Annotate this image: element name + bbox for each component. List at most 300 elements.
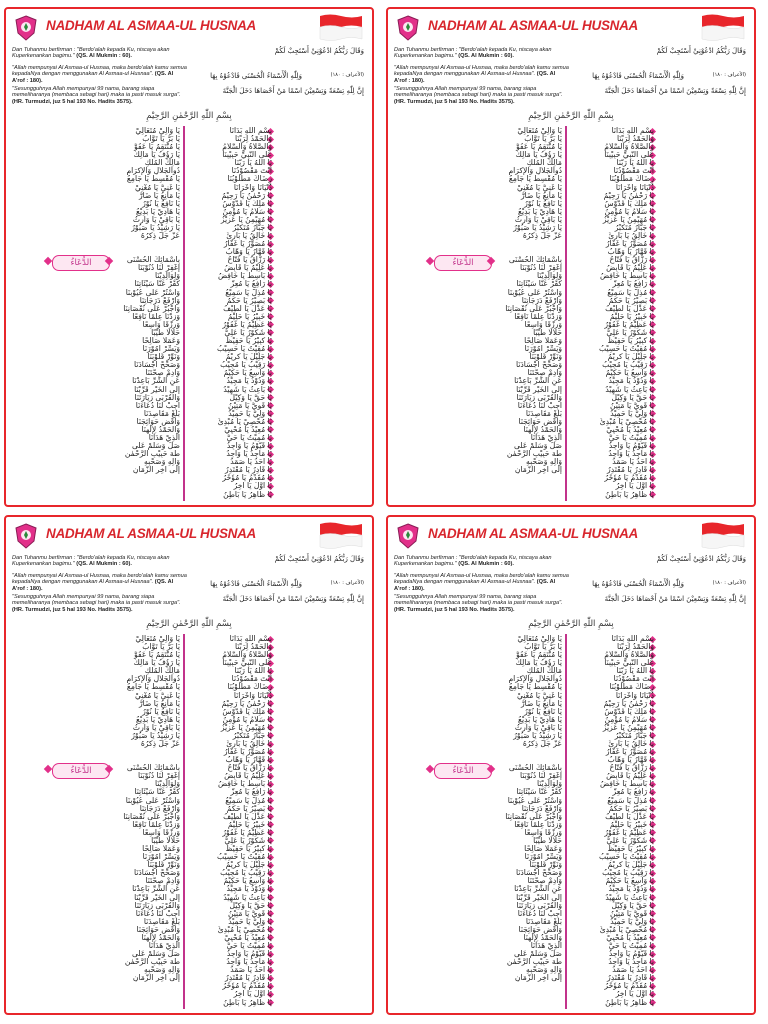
doa-line: عَزَّ جَلَّ ذِكْرُهُ — [522, 232, 562, 241]
asma-line: يَا عَظِيْمُ يَا غَفُوْرُ — [604, 320, 654, 329]
doa-line: وَعَمَلًا صَالِحًا — [524, 845, 562, 854]
asma-line: يَا مُقَدِّمُ يَا مُؤَخِّرُ — [222, 982, 272, 991]
asma-line: يَا قَوِيُّ يَا مَتِيْنُ — [227, 401, 272, 410]
column-divider — [565, 634, 567, 1009]
doa-line: يَا وَالِيْ مُتَعَالِيْ — [135, 127, 180, 135]
asma-line: يَا كَبِيْرُ يَا حَفِيْظُ — [225, 845, 272, 854]
doa-line: مَالِكَ الْمُلْكِ — [144, 159, 180, 168]
doa-line: بَلِّغْ مَقَاصِدَنَا — [525, 409, 562, 418]
doa-line: يَا مُقْسِطُ يَا جَامِعُ — [126, 683, 180, 692]
doa-line: يَا وَالِيْ مُتَعَالِيْ — [135, 635, 180, 643]
asma-line: يَا مُصَوِّرُ يَا غَفَّارُ — [223, 240, 272, 249]
asma-line: يَا مُعِيْدُ يَا مُحْيِيْ — [606, 425, 654, 434]
doa-line: يَا غَنِيُّ يَا مُغْنِيْ — [516, 183, 562, 192]
doa-line: وَاسْتُرْ عَلَى عُيُوْبِنَا — [507, 288, 562, 297]
asma-line: يَا مَاجِدُ يَا وَاحِدُ — [608, 958, 654, 967]
asma-line: يَا رَزَّاقُ يَا فَتَّاحُ — [609, 764, 654, 773]
asma-line: يَا بَصِيْرُ يَا حَكَمُ — [608, 804, 654, 813]
asma-line: يَا بَصِيْرُ يَا حَكَمُ — [226, 296, 272, 305]
asma-line: يَا جَلِيْلُ يَا كَرِيْمُ — [225, 861, 272, 870]
doa-line: وَاجْبُرْ عَلَى نُقْصَانِنَا — [505, 304, 562, 313]
doa-line: يَا مُقْسِطُ يَا جَامِعُ — [508, 175, 562, 184]
asma-line: يَا مُحْصِيْ يَا مُبْدِئُ — [217, 417, 272, 426]
doa-line: الَّذِيْ هَدَانَا — [148, 941, 180, 950]
asma-line: يَا كَبِيْرُ يَا حَفِيْظُ — [607, 337, 654, 346]
asma-line: يَا رَافِعُ يَا مُعِزُّ — [612, 788, 654, 797]
doa-line: عَنِ الشَّرِّ بَاعِدْنَا — [132, 377, 180, 386]
doa-line: أَجِبْ لَنَا دُعَاءَنَا — [517, 401, 562, 410]
column-divider — [565, 126, 567, 501]
asma-line: يَا قَيُّوْمُ يَا وَاجِدُ — [608, 442, 654, 451]
asma-line: يَا عَلِيْمُ يَا قَابِضُ — [224, 772, 272, 781]
doa-line: وَرِزْقًا وَاسِعًا — [142, 828, 180, 837]
asma-line: يَا حَقُّ يَا وَكِيْلُ — [229, 901, 272, 910]
asma-line: يَا رَقِيْبُ يَا مُجِيْبُ — [602, 361, 654, 370]
asma-line: يَا مُقَدِّمُ يَا مُؤَخِّرُ — [604, 982, 654, 991]
asma-line: يَا مُقِيْتُ يَا حَسِيْبُ — [599, 345, 654, 354]
emblem-icon — [396, 15, 420, 41]
asma-line: أَنْتَ مَقْصُوْدُنَا — [613, 167, 654, 176]
asma-line: يَا مُمِيْتُ يَا حَيُّ — [226, 433, 272, 442]
doa-line: وَآلِهِ وَصَحْبِهِ — [144, 966, 180, 975]
asma-line: يَا قَوِيُّ يَا مَتِيْنُ — [609, 909, 654, 918]
quote-3-arabic: إِنَّ لِلّٰهِ تِسْعَةً وَتِسْعِيْنَ اسْمًا مَنْ أَحْصَاهَا دَخَلَ الْجَنَّةَ — [222, 87, 364, 95]
doa-line: يَا مَانِعُ يَا ضَارُّ — [520, 191, 562, 200]
doa-line: وَآلِهِ وَصَحْبِهِ — [526, 458, 562, 467]
asma-line: يَا عَدْلُ يَا لَطِيْفُ — [223, 304, 272, 313]
doa-line: يَا بَرُّ يَا تَوَّابُ — [142, 135, 180, 144]
asma-line: يَا عَلِيْمُ يَا قَابِضُ — [224, 264, 272, 273]
asma-line: يَا خَالِقُ يَا بَارِئُ — [226, 232, 272, 241]
doa-line: أَجِبْ لَنَا دُعَاءَنَا — [517, 909, 562, 918]
asma-line: يَا أَوَّلُ يَا آخِرُ — [233, 482, 272, 491]
asma-line: يَا خَالِقُ يَا بَارِئُ — [226, 740, 272, 749]
doa-line: الَّذِيْ هَدَانَا — [530, 433, 562, 442]
doa-line: وَزِدْنَا عِلْمًا نَافِعًا — [132, 820, 180, 829]
asma-line: يَا مَلِكُ يَا قُدُّوْسُ — [222, 199, 272, 208]
asma-line: يَا عَظِيْمُ يَا غَفُوْرُ — [222, 828, 272, 837]
asma-line: يَا وَدُوْدُ يَا مَجِيْدُ — [226, 885, 272, 894]
doa-line: يَا هَادِيْ يَا بَدِيْعُ — [136, 207, 180, 216]
asma-line: يَا شَكُوْرُ يَا عَلِيُّ — [224, 836, 272, 845]
doa-line: يَا غَنِيُّ يَا مُغْنِيْ — [134, 183, 180, 192]
quote-1-arabic: وَقَالَ رَبُّكُمُ ادْعُوْنِيْ أَسْتَجِبْ لَكُمْ — [656, 47, 746, 55]
asma-line: يَا خَالِقُ يَا بَارِئُ — [608, 740, 654, 749]
doa-line: يَا مُنْتَقِمُ يَا عَفُوُّ — [134, 651, 180, 660]
card — [4, 515, 374, 1015]
doa-line: بِأَسْمَائِكَ الْحُسْنَى — [508, 764, 562, 773]
doa-line: وَزِدْنَا عِلْمًا نَافِعًا — [132, 312, 180, 321]
asma-line: يَا مُذِلُّ يَا سَمِيْعُ — [607, 796, 654, 805]
asma-line: يَا عَلِيْمُ يَا قَابِضُ — [606, 772, 654, 781]
doa-line: يَا غَنِيُّ يَا مُغْنِيْ — [134, 691, 180, 700]
asma-line: يَا أَوَّلُ يَا آخِرُ — [615, 482, 654, 491]
doa-line: وَعَمَلًا صَالِحًا — [142, 845, 180, 854]
doa-line: وَالْقُرْبَى زِيَارَتَنَا — [134, 393, 180, 402]
asma-line: يَا خَبِيْرُ يَا حَلِيْمُ — [609, 312, 654, 321]
card — [386, 7, 756, 507]
asma-line: يَا أَحَدُ يَا صَمَدُ — [230, 966, 272, 975]
asma-line: عَلَى النَّبِيِّ حَبِيْبِنَا — [604, 151, 654, 160]
doa-line: وَاجْبُرْ عَلَى نُقْصَانِنَا — [123, 304, 180, 313]
asma-line: يَا وَدُوْدُ يَا مَجِيْدُ — [226, 377, 272, 386]
quote-1: Dan Tuhanmu berfirman : "Berdo'alah kepada Ku, niscaya akan Kuperkenankan bagimu." (QS. Al Mukmin : 60). — [394, 47, 552, 60]
asma-line: يَا مَلِكُ يَا قُدُّوْسُ — [222, 707, 272, 716]
asma-line: يَا مُمِيْتُ يَا حَيُّ — [608, 433, 654, 442]
doa-line: يَا بَاقِيْ يَا وَارِثُ — [514, 215, 562, 224]
doa-line: يَا نَافِعُ يَا نُوْرُ — [524, 707, 562, 716]
asma-line: يَا وَلِيُّ يَا حَمِيْدُ — [610, 917, 654, 926]
doa-line: يَا رَشِيْدُ يَا صَبُوْرُ — [513, 731, 562, 740]
asma-line: يَا عَدْلُ يَا لَطِيْفُ — [605, 812, 654, 821]
doa-line: يَا هَادِيْ يَا بَدِيْعُ — [136, 715, 180, 724]
asma-line: يَا بَصِيْرُ يَا حَكَمُ — [608, 296, 654, 305]
quote-1-arabic: وَقَالَ رَبُّكُمُ ادْعُوْنِيْ أَسْتَجِبْ لَكُمْ — [656, 555, 746, 563]
doa-line: وَلِوَالِدِيْنَا — [154, 272, 180, 281]
doa-line: يَا مَانِعُ يَا ضَارُّ — [138, 191, 180, 200]
asma-line: يَا أَحَدُ يَا صَمَدُ — [612, 458, 654, 467]
page-title: NADHAM AL ASMAA-UL HUSNAA — [428, 526, 638, 541]
doa-line: إِلَى الْخَيْرِ قَرِّبْنَا — [516, 385, 562, 394]
asma-line: يَا جَبَّارُ مُتَكَبِّرُ — [614, 223, 654, 232]
asma-line: عَلَى النَّبِيِّ حَبِيْبِنَا — [222, 659, 272, 668]
doa-line: يَا رَؤُفُ يَا مَالِكُ — [515, 151, 562, 160]
doa-line: وَآلِهِ وَصَحْبِهِ — [144, 458, 180, 467]
asma-line: يَا أَوَّلُ يَا آخِرُ — [233, 990, 272, 999]
asma-line: يَا سَلَامُ يَا مُؤْمِنُ — [222, 207, 272, 216]
doa-line: وَيَسِّرْ أُمُوْرَنَا — [142, 853, 180, 862]
asma-line: يَا رَحْمٰنُ يَا رَحِيْمُ — [603, 699, 654, 708]
asma-line: يَا أَحَدُ يَا صَمَدُ — [612, 966, 654, 975]
asma-line: يَا بَصِيْرُ يَا حَكَمُ — [226, 804, 272, 813]
doa-line: وَصَحِّحْ أَجْسَادَنَا — [133, 869, 180, 878]
asma-line: وَالْحَمْدُ لِرَبِّنَا — [234, 135, 272, 144]
doa-line: وَاجْبُرْ عَلَى نُقْصَانِنَا — [505, 812, 562, 821]
doa-line: وَالْحَمْدُ لِإِلٰهِنَا — [523, 933, 562, 942]
asma-line: يَا سَلَامُ يَا مُؤْمِنُ — [604, 207, 654, 216]
doa-line: يَا مُنْتَقِمُ يَا عَفُوُّ — [134, 143, 180, 152]
page-title: NADHAM AL ASMAA-UL HUSNAA — [46, 18, 256, 33]
doa-line: الَّذِيْ هَدَانَا — [148, 433, 180, 442]
doa-line: صَلِّ وَسَلِّمْ عَلَى — [514, 442, 562, 451]
asma-column-left — [480, 635, 562, 982]
quote-2: "Allah mempunyai Al Asmaa-ul Husnaa, maka berdo'alah kamu semua kepadaNya dengan menggunakan Al Asmaa-ul Husnaa". (QS. Al A'rof : 180). — [12, 573, 187, 592]
doa-line: يَا بَرُّ يَا تَوَّابُ — [524, 643, 562, 652]
asma-line: يَا عَلِيْمُ يَا قَابِضُ — [606, 264, 654, 273]
doa-line: وَلِوَالِدِيْنَا — [536, 780, 562, 789]
doa-heading: الدُّعَاءُ — [44, 761, 114, 779]
asma-line: يَا مُذِلُّ يَا سَمِيْعُ — [607, 288, 654, 297]
asma-line: يَا وَلِيُّ يَا حَمِيْدُ — [228, 917, 272, 926]
doa-line: وَيَسِّرْ أُمُوْرَنَا — [524, 853, 562, 862]
doa-line: بَلِّغْ مَقَاصِدَنَا — [143, 409, 180, 418]
quote-2-arabic-ref: (الأعراف : ١٨٠) — [712, 72, 746, 78]
doa-line: بَلِّغْ مَقَاصِدَنَا — [525, 917, 562, 926]
asma-line: دُنْيَانَا وَأُخْرَانَا — [615, 691, 654, 700]
asma-line: يَا بَاسِطُ يَا خَافِضُ — [599, 780, 654, 789]
asma-line: يَا مُذِلُّ يَا سَمِيْعُ — [225, 796, 272, 805]
asma-line: دُنْيَانَا وَأُخْرَانَا — [233, 691, 272, 700]
indonesia-flag-icon — [318, 13, 364, 43]
asma-line: رِضَاكَ مَطْلُوْبُنَا — [227, 175, 272, 184]
asma-line: بِسْمِ اللّٰهِ بَدَأْنَا — [611, 635, 654, 643]
indonesia-flag-icon — [700, 13, 746, 43]
asma-line: يَا خَبِيْرُ يَا حَلِيْمُ — [227, 312, 272, 321]
doa-line — [480, 240, 562, 248]
bismillah: بِسْمِ اللّٰهِ الرَّحْمٰنِ الرَّحِيْمِ — [146, 619, 232, 629]
asma-line: يَا عَدْلُ يَا لَطِيْفُ — [223, 812, 272, 821]
doa-line: وَآلِهِ وَصَحْبِهِ — [526, 966, 562, 975]
doa-line: وَيَسِّرْ أُمُوْرَنَا — [524, 345, 562, 354]
asma-line: يَا قَهَّارُ يَا وَهَّابُ — [225, 248, 272, 257]
asma-line: يَا كَبِيْرُ يَا حَفِيْظُ — [607, 845, 654, 854]
asma-line: يَا جَلِيْلُ يَا كَرِيْمُ — [607, 353, 654, 362]
doa-line: حَلَالًا طَيِّبًا — [533, 836, 562, 845]
doa-line — [98, 240, 180, 248]
asma-line: يَا شَكُوْرُ يَا عَلِيُّ — [224, 328, 272, 337]
quote-1: Dan Tuhanmu berfirman : "Berdo'alah kepada Ku, niscaya akan Kuperkenankan bagimu." (QS. Al Mukmin : 60). — [394, 555, 552, 568]
asma-line: يَا جَبَّارُ مُتَكَبِّرُ — [614, 731, 654, 740]
quote-1-arabic: وَقَالَ رَبُّكُمُ ادْعُوْنِيْ أَسْتَجِبْ لَكُمْ — [274, 47, 364, 55]
asma-line: يَا رَحْمٰنُ يَا رَحِيْمُ — [221, 699, 272, 708]
doa-line: وَرِزْقًا وَاسِعًا — [142, 320, 180, 329]
quote-1: Dan Tuhanmu berfirman : "Berdo'alah kepada Ku, niscaya akan Kuperkenankan bagimu." (QS. Al Mukmin : 60). — [12, 47, 170, 60]
column-divider — [183, 126, 185, 501]
doa-line: يَا بَاقِيْ يَا وَارِثُ — [132, 215, 180, 224]
quote-2: "Allah mempunyai Al Asmaa-ul Husnaa, maka berdo'alah kamu semua kepadaNya dengan menggunakan Al Asmaa-ul Husnaa". (QS. Al A'rof : 180). — [394, 65, 569, 84]
doa-line — [98, 248, 180, 256]
asma-line: يَا قَادِرُ يَا مُقْتَدِرُ — [225, 974, 272, 983]
quote-1-arabic: وَقَالَ رَبُّكُمُ ادْعُوْنِيْ أَسْتَجِبْ لَكُمْ — [274, 555, 364, 563]
emblem-icon — [14, 15, 38, 41]
doa-line: وَاقْضِ حَوَائِجَنَا — [518, 925, 562, 934]
asma-line: يَا رَقِيْبُ يَا مُجِيْبُ — [220, 361, 272, 370]
asma-line: يَا أَحَدُ يَا صَمَدُ — [230, 458, 272, 467]
doa-line: بَلِّغْ مَقَاصِدَنَا — [143, 917, 180, 926]
doa-line: وَصَحِّحْ أَجْسَادَنَا — [133, 361, 180, 370]
asma-line: وَالصَّلَاةُ وَالسَّلَامُ — [222, 143, 272, 152]
asma-line: وَالْحَمْدُ لِرَبِّنَا — [616, 643, 654, 652]
doa-line: وَنَوِّرْ قُلُوْبَنَا — [529, 861, 562, 870]
asma-line: يَا مُقِيْتُ يَا حَسِيْبُ — [217, 345, 272, 354]
quote-3-arabic: إِنَّ لِلّٰهِ تِسْعَةً وَتِسْعِيْنَ اسْمًا مَنْ أَحْصَاهَا دَخَلَ الْجَنَّةَ — [222, 595, 364, 603]
doa-line: إِلَى الْخَيْرِ قَرِّبْنَا — [516, 893, 562, 902]
doa-line: وَالْحَمْدُ لِإِلٰهِنَا — [141, 425, 180, 434]
doa-line: طٰهَ حَبِيْبِ الرَّحْمٰنِ — [124, 450, 180, 459]
asma-line: يَا وَلِيُّ يَا حَمِيْدُ — [610, 409, 654, 418]
asma-line: يَا ظَاهِرُ يَا بَاطِنُ — [605, 998, 654, 1007]
doa-line: يَا غَنِيُّ يَا مُغْنِيْ — [516, 691, 562, 700]
asma-line: يَا قَادِرُ يَا مُقْتَدِرُ — [225, 466, 272, 475]
asma-line: أَنْتَ مَقْصُوْدُنَا — [613, 675, 654, 684]
doa-line: كَفِّرْ عَنَّا سَيِّئَاتِنَا — [134, 788, 180, 797]
doa-line: وَأَدِمْ صِحَّتَنَا — [145, 369, 180, 378]
asma-line: وَالصَّلَاةُ وَالسَّلَامُ — [604, 143, 654, 152]
asma-line: يَا رَزَّاقُ يَا فَتَّاحُ — [227, 256, 272, 265]
doa-heading: الدُّعَاءُ — [426, 761, 496, 779]
asma-line: يَا مُقَدِّمُ يَا مُؤَخِّرُ — [222, 474, 272, 483]
doa-line: يَا هَادِيْ يَا بَدِيْعُ — [518, 715, 562, 724]
doa-line: وَالْحَمْدُ لِإِلٰهِنَا — [141, 933, 180, 942]
doa-line: وَالْقُرْبَى زِيَارَتَنَا — [134, 901, 180, 910]
doa-line: مَالِكَ الْمُلْكِ — [144, 667, 180, 676]
doa-line: يَا بَرُّ يَا تَوَّابُ — [142, 643, 180, 652]
indonesia-flag-icon — [318, 521, 364, 551]
doa-line: الَّذِيْ هَدَانَا — [530, 941, 562, 950]
doa-line — [98, 756, 180, 764]
doa-line: حَلَالًا طَيِّبًا — [151, 836, 180, 845]
doa-line: وَارْفَعْ دَرَجَاتِنَا — [521, 296, 562, 305]
asma-line: يَا عَظِيْمُ يَا غَفُوْرُ — [604, 828, 654, 837]
asma-line: يَا مَلِكُ يَا قُدُّوْسُ — [604, 199, 654, 208]
asma-line: يَا قَهَّارُ يَا وَهَّابُ — [607, 248, 654, 257]
quote-2: "Allah mempunyai Al Asmaa-ul Husnaa, maka berdo'alah kamu semua kepadaNya dengan menggunakan Al Asmaa-ul Husnaa". (QS. Al A'rof : 180). — [12, 65, 187, 84]
asma-line: يَا مَاجِدُ يَا وَاحِدُ — [226, 450, 272, 459]
asma-line: يَا مُحْصِيْ يَا مُبْدِئُ — [217, 925, 272, 934]
bismillah: بِسْمِ اللّٰهِ الرَّحْمٰنِ الرَّحِيْمِ — [528, 111, 614, 121]
asma-line: أَنْتَ مَقْصُوْدُنَا — [231, 167, 272, 176]
doa-line: يَا رَشِيْدُ يَا صَبُوْرُ — [131, 731, 180, 740]
bismillah: بِسْمِ اللّٰهِ الرَّحْمٰنِ الرَّحِيْمِ — [528, 619, 614, 629]
asma-line: يَا اَللّٰهُ يَا رَبَّنَا — [616, 159, 654, 168]
asma-line: يَا خَالِقُ يَا بَارِئُ — [608, 232, 654, 241]
asma-line: رِضَاكَ مَطْلُوْبُنَا — [609, 683, 654, 692]
doa-line: يَا بَاقِيْ يَا وَارِثُ — [514, 723, 562, 732]
doa-line: طٰهَ حَبِيْبِ الرَّحْمٰنِ — [124, 958, 180, 967]
asma-line: يَا وَاسِعُ يَا حَكِيْمُ — [223, 369, 272, 378]
asma-line: عَلَى النَّبِيِّ حَبِيْبِنَا — [604, 659, 654, 668]
doa-line: مَالِكَ الْمُلْكِ — [526, 159, 562, 168]
quote-2-arabic-ref: (الأعراف : ١٨٠) — [330, 580, 364, 586]
doa-line: وَنَوِّرْ قُلُوْبَنَا — [529, 353, 562, 362]
doa-line: يَا رَؤُفُ يَا مَالِكُ — [515, 659, 562, 668]
doa-line: ذُوالْجَلَالِ وَالْإِكْرَامِ — [126, 167, 180, 176]
doa-line: وَلِوَالِدِيْنَا — [536, 272, 562, 281]
doa-line: عَنِ الشَّرِّ بَاعِدْنَا — [514, 885, 562, 894]
asma-line: يَا سَلَامُ يَا مُؤْمِنُ — [604, 715, 654, 724]
asma-line: يَا جَلِيْلُ يَا كَرِيْمُ — [225, 353, 272, 362]
doa-line: يَا وَالِيْ مُتَعَالِيْ — [517, 635, 562, 643]
asma-line: يَا قَادِرُ يَا مُقْتَدِرُ — [607, 974, 654, 983]
asma-line: يَا مُعِيْدُ يَا مُحْيِيْ — [224, 933, 272, 942]
doa-line: وَزِدْنَا عِلْمًا نَافِعًا — [514, 820, 562, 829]
asma-line: يَا وَدُوْدُ يَا مَجِيْدُ — [608, 377, 654, 386]
asma-line: رِضَاكَ مَطْلُوْبُنَا — [609, 175, 654, 184]
doa-line: يَا بَاقِيْ يَا وَارِثُ — [132, 723, 180, 732]
asma-line: يَا مُعِيْدُ يَا مُحْيِيْ — [606, 933, 654, 942]
asma-line: يَا وَاسِعُ يَا حَكِيْمُ — [605, 369, 654, 378]
asma-column-right — [190, 127, 272, 499]
asma-column-left — [98, 127, 180, 474]
doa-line — [480, 248, 562, 256]
quote-2-arabic: وَلِلّٰهِ الْأَسْمَاءُ الْحُسْنَى فَادْعُوْهُ بِهَا — [592, 580, 684, 588]
doa-line — [98, 748, 180, 756]
emblem-icon — [14, 523, 38, 549]
page-title: NADHAM AL ASMAA-UL HUSNAA — [46, 526, 256, 541]
asma-line: يَا سَلَامُ يَا مُؤْمِنُ — [222, 715, 272, 724]
doa-line: يَا نَافِعُ يَا نُوْرُ — [142, 199, 180, 208]
doa-line: وَالْحَمْدُ لِإِلٰهِنَا — [523, 425, 562, 434]
quote-3: "Sesungguhnya Allah mempunyai 99 nama, barang siapa memeliharanya (membaca sebagi hari) maka ia pasti masuk surga". (HR. Turmudzi, juz 5 hal 193 No. Hadits 3575). — [394, 594, 563, 613]
asma-line: يَا خَبِيْرُ يَا حَلِيْمُ — [609, 820, 654, 829]
doa-line: بِأَسْمَائِكَ الْحُسْنَى — [126, 256, 180, 265]
asma-line: يَا مُقَدِّمُ يَا مُؤَخِّرُ — [604, 474, 654, 483]
doa-line: وَاسْتُرْ عَلَى عُيُوْبِنَا — [125, 796, 180, 805]
asma-line: يَا عَدْلُ يَا لَطِيْفُ — [605, 304, 654, 313]
doa-line: إِلَى آخِرِ الزَّمَانِ — [132, 466, 180, 475]
doa-line: طٰهَ حَبِيْبِ الرَّحْمٰنِ — [506, 958, 562, 967]
doa-line: صَلِّ وَسَلِّمْ عَلَى — [514, 950, 562, 959]
card — [4, 7, 374, 507]
asma-line: يَا مُذِلُّ يَا سَمِيْعُ — [225, 288, 272, 297]
asma-line: يَا مُحْصِيْ يَا مُبْدِئُ — [599, 417, 654, 426]
asma-line: يَا مُعِيْدُ يَا مُحْيِيْ — [224, 425, 272, 434]
quote-3: "Sesungguhnya Allah mempunyai 99 nama, barang siapa memeliharanya (membaca sebagi hari) maka ia pasti masuk surga". (HR. Turmudzi, juz 5 hal 193 No. Hadits 3575). — [12, 594, 181, 613]
doa-line: يَا مُقْسِطُ يَا جَامِعُ — [508, 683, 562, 692]
asma-line: يَا حَقُّ يَا وَكِيْلُ — [611, 393, 654, 402]
doa-line: عَزَّ جَلَّ ذِكْرُهُ — [140, 232, 180, 241]
asma-line: يَا ظَاهِرُ يَا بَاطِنُ — [223, 490, 272, 499]
page-title: NADHAM AL ASMAA-UL HUSNAA — [428, 18, 638, 33]
asma-line: يَا رَزَّاقُ يَا فَتَّاحُ — [609, 256, 654, 265]
asma-line: يَا قَوِيُّ يَا مَتِيْنُ — [227, 909, 272, 918]
asma-line: يَا قَهَّارُ يَا وَهَّابُ — [607, 756, 654, 765]
doa-line: طٰهَ حَبِيْبِ الرَّحْمٰنِ — [506, 450, 562, 459]
asma-line: يَا مَلِكُ يَا قُدُّوْسُ — [604, 707, 654, 716]
asma-line: يَا حَقُّ يَا وَكِيْلُ — [611, 901, 654, 910]
doa-line: وَأَدِمْ صِحَّتَنَا — [527, 877, 562, 886]
asma-line: يَا بَاعِثُ يَا شَهِيْدُ — [223, 893, 272, 902]
asma-line: يَا مَاجِدُ يَا وَاحِدُ — [226, 958, 272, 967]
asma-line: يَا حَقُّ يَا وَكِيْلُ — [229, 393, 272, 402]
asma-line: وَالْحَمْدُ لِرَبِّنَا — [234, 643, 272, 652]
quote-3-arabic: إِنَّ لِلّٰهِ تِسْعَةً وَتِسْعِيْنَ اسْمًا مَنْ أَحْصَاهَا دَخَلَ الْجَنَّةَ — [604, 87, 746, 95]
diamond-icon — [426, 765, 434, 773]
doa-line: يَا رَشِيْدُ يَا صَبُوْرُ — [131, 223, 180, 232]
quote-2-arabic-ref: (الأعراف : ١٨٠) — [330, 72, 364, 78]
asma-line: يَا مَاجِدُ يَا وَاحِدُ — [608, 450, 654, 459]
doa-line: مَالِكَ الْمُلْكِ — [526, 667, 562, 676]
doa-line: بِأَسْمَائِكَ الْحُسْنَى — [508, 256, 562, 265]
asma-line: يَا أَوَّلُ يَا آخِرُ — [615, 990, 654, 999]
doa-line: يَا هَادِيْ يَا بَدِيْعُ — [518, 207, 562, 216]
doa-line: وَصَحِّحْ أَجْسَادَنَا — [515, 869, 562, 878]
quote-2-arabic: وَلِلّٰهِ الْأَسْمَاءُ الْحُسْنَى فَادْعُوْهُ بِهَا — [210, 72, 302, 80]
asma-line: يَا مُهَيْمِنُ يَا عَزِيْزُ — [220, 723, 272, 732]
doa-line: وَعَمَلًا صَالِحًا — [142, 337, 180, 346]
asma-line: يَا مُصَوِّرُ يَا غَفَّارُ — [223, 748, 272, 757]
doa-line: أَجِبْ لَنَا دُعَاءَنَا — [135, 909, 180, 918]
doa-line: وَنَوِّرْ قُلُوْبَنَا — [147, 861, 180, 870]
doa-line: وَنَوِّرْ قُلُوْبَنَا — [147, 353, 180, 362]
doa-line: عَنِ الشَّرِّ بَاعِدْنَا — [132, 885, 180, 894]
asma-line: دُنْيَانَا وَأُخْرَانَا — [233, 183, 272, 192]
doa-line: ذُوالْجَلَالِ وَالْإِكْرَامِ — [126, 675, 180, 684]
doa-line: إِغْفِرْ لَنَا ذُنُوْبَنَا — [520, 264, 562, 273]
doa-line: ذُوالْجَلَالِ وَالْإِكْرَامِ — [508, 167, 562, 176]
doa-line: إِغْفِرْ لَنَا ذُنُوْبَنَا — [138, 772, 180, 781]
diamond-icon — [426, 257, 434, 265]
doa-line: إِلَى الْخَيْرِ قَرِّبْنَا — [134, 893, 180, 902]
doa-line: ذُوالْجَلَالِ وَالْإِكْرَامِ — [508, 675, 562, 684]
asma-line: يَا اَللّٰهُ يَا رَبَّنَا — [234, 159, 272, 168]
asma-line: أَنْتَ مَقْصُوْدُنَا — [231, 675, 272, 684]
doa-line: وَالْقُرْبَى زِيَارَتَنَا — [516, 901, 562, 910]
asma-line: يَا جَبَّارُ مُتَكَبِّرُ — [232, 223, 272, 232]
quote-2-arabic: وَلِلّٰهِ الْأَسْمَاءُ الْحُسْنَى فَادْعُوْهُ بِهَا — [592, 72, 684, 80]
doa-line: حَلَالًا طَيِّبًا — [533, 328, 562, 337]
asma-column-left — [98, 635, 180, 982]
